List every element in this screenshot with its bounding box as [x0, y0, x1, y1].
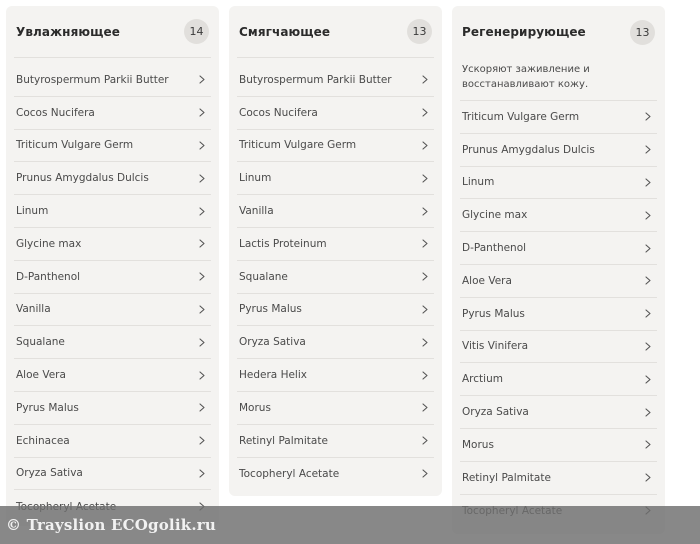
chevron-right-icon	[197, 370, 207, 380]
chevron-right-icon	[643, 374, 653, 384]
ingredient-label: Oryza Sativa	[16, 467, 83, 480]
count-badge: 14	[184, 19, 209, 44]
list-item[interactable]	[237, 425, 434, 458]
chevron-right-icon	[420, 239, 430, 249]
ingredient-label: Triticum Vulgare Germ	[16, 139, 134, 152]
chevron-right-icon	[197, 304, 207, 314]
ingredient-label: Prunus Amygdalus Dulcis	[462, 143, 595, 156]
chevron-right-icon	[643, 177, 653, 187]
list-item[interactable]	[14, 392, 211, 425]
chevron-right-icon	[643, 210, 653, 220]
list-item[interactable]	[237, 261, 434, 294]
ingredient-label: Cocos Nucifera	[239, 106, 318, 119]
chevron-right-icon	[197, 337, 207, 347]
chevron-right-icon	[643, 309, 653, 319]
chevron-right-icon	[197, 173, 207, 183]
ingredient-label: Arctium	[462, 373, 503, 386]
list-item[interactable]	[237, 458, 434, 491]
chevron-right-icon	[197, 75, 207, 85]
card-regenerating	[452, 6, 665, 534]
list-item[interactable]	[237, 195, 434, 228]
chevron-right-icon	[420, 108, 430, 118]
chevron-right-icon	[643, 276, 653, 286]
list-item[interactable]	[460, 331, 657, 364]
ingredient-label: Linum	[462, 176, 495, 189]
chevron-right-icon	[643, 243, 653, 253]
ingredient-label: Retinyl Palmitate	[462, 471, 551, 484]
chevron-right-icon	[420, 469, 430, 479]
list-item[interactable]	[14, 130, 211, 163]
ingredient-label: Prunus Amygdalus Dulcis	[16, 172, 149, 185]
list-item[interactable]	[237, 162, 434, 195]
list-item[interactable]	[14, 162, 211, 195]
ingredient-label: Linum	[239, 172, 272, 185]
chevron-right-icon	[420, 436, 430, 446]
ingredient-label: Pyrus Malus	[16, 401, 79, 414]
list-item[interactable]	[14, 458, 211, 491]
list-item[interactable]	[460, 298, 657, 331]
chevron-right-icon	[197, 468, 207, 478]
list-item[interactable]	[460, 429, 657, 462]
list-item[interactable]	[14, 195, 211, 228]
chevron-right-icon	[643, 440, 653, 450]
chevron-right-icon	[643, 407, 653, 417]
ingredient-label: Retinyl Palmitate	[239, 434, 328, 447]
ingredient-label: Butyrospermum Parkii Butter	[16, 73, 169, 86]
card-header	[460, 6, 657, 58]
list-item[interactable]	[237, 228, 434, 261]
chevron-right-icon	[643, 473, 653, 483]
list-item[interactable]	[14, 64, 211, 97]
list-item[interactable]	[14, 294, 211, 327]
ingredient-label: Pyrus Malus	[239, 303, 302, 316]
ingredient-label: Glycine max	[462, 209, 528, 222]
card-title: Регенерирующее	[462, 25, 586, 39]
list-item[interactable]	[460, 167, 657, 200]
chevron-right-icon	[197, 239, 207, 249]
list-item[interactable]	[460, 265, 657, 298]
watermark-text: © Trayslion ECOgolik.ru	[6, 516, 216, 534]
ingredient-label: Vitis Vinifera	[462, 340, 529, 353]
chevron-right-icon	[420, 304, 430, 314]
ingredient-list	[14, 64, 211, 523]
chevron-right-icon	[197, 272, 207, 282]
ingredient-label: Cocos Nucifera	[16, 106, 95, 119]
list-item[interactable]	[460, 199, 657, 232]
list-item[interactable]	[14, 326, 211, 359]
list-item[interactable]	[460, 363, 657, 396]
chevron-right-icon	[643, 341, 653, 351]
chevron-right-icon	[197, 436, 207, 446]
chevron-right-icon	[420, 173, 430, 183]
list-item[interactable]	[460, 462, 657, 495]
card-moisturizing	[6, 6, 219, 526]
ingredient-label: D-Panthenol	[16, 270, 81, 283]
list-item[interactable]	[14, 261, 211, 294]
ingredient-list	[460, 101, 657, 527]
chevron-right-icon	[197, 108, 207, 118]
list-item[interactable]	[14, 97, 211, 130]
chevron-right-icon	[420, 370, 430, 380]
card-header	[237, 6, 434, 58]
ingredient-label: Tocopheryl Acetate	[239, 467, 340, 480]
watermark-bar	[0, 506, 700, 544]
card-softening	[229, 6, 442, 496]
list-item[interactable]	[460, 101, 657, 134]
chevron-right-icon	[420, 337, 430, 347]
ingredient-label: Squalane	[239, 270, 288, 283]
ingredient-label: Vanilla	[16, 303, 51, 316]
ingredient-label: Butyrospermum Parkii Butter	[239, 73, 392, 86]
ingredient-label: Pyrus Malus	[462, 307, 525, 320]
list-item[interactable]	[237, 97, 434, 130]
list-item[interactable]	[460, 134, 657, 167]
ingredient-label: D-Panthenol	[462, 242, 527, 255]
card-title: Увлажняющее	[16, 24, 120, 39]
ingredient-label: Aloe Vera	[16, 369, 66, 382]
card-header	[14, 6, 211, 58]
chevron-right-icon	[197, 403, 207, 413]
chevron-right-icon	[420, 140, 430, 150]
list-item[interactable]	[14, 425, 211, 458]
card-description: Ускоряют заживление и восстанавливают кожу.	[460, 58, 657, 101]
ingredient-label: Triticum Vulgare Germ	[462, 110, 580, 123]
count-badge: 13	[630, 20, 655, 45]
list-item[interactable]	[460, 396, 657, 429]
ingredient-label: Morus	[239, 401, 271, 414]
list-item[interactable]	[237, 130, 434, 163]
ingredient-list	[237, 64, 434, 490]
ingredient-label: Lactis Proteinum	[239, 237, 327, 250]
list-item[interactable]	[237, 326, 434, 359]
ingredient-label: Vanilla	[239, 205, 274, 218]
chevron-right-icon	[420, 75, 430, 85]
ingredient-label: Oryza Sativa	[239, 336, 306, 349]
list-item[interactable]	[14, 359, 211, 392]
list-item[interactable]	[237, 359, 434, 392]
chevron-right-icon	[420, 272, 430, 282]
list-item[interactable]	[237, 64, 434, 97]
chevron-right-icon	[643, 112, 653, 122]
list-item[interactable]	[237, 294, 434, 327]
ingredient-label: Linum	[16, 205, 49, 218]
ingredient-label: Squalane	[16, 336, 65, 349]
ingredient-label: Oryza Sativa	[462, 406, 529, 419]
ingredient-label: Glycine max	[16, 237, 82, 250]
count-badge: 13	[407, 19, 432, 44]
chevron-right-icon	[420, 206, 430, 216]
card-title: Смягчающее	[239, 24, 331, 39]
ingredient-label: Echinacea	[16, 434, 70, 447]
ingredient-label: Triticum Vulgare Germ	[239, 139, 357, 152]
list-item[interactable]	[237, 392, 434, 425]
ingredient-label: Morus	[462, 438, 494, 451]
chevron-right-icon	[197, 140, 207, 150]
list-item[interactable]	[460, 232, 657, 265]
ingredient-label: Aloe Vera	[462, 274, 512, 287]
chevron-right-icon	[197, 206, 207, 216]
list-item[interactable]	[14, 228, 211, 261]
chevron-right-icon	[420, 403, 430, 413]
chevron-right-icon	[643, 145, 653, 155]
ingredient-label: Hedera Helix	[239, 369, 307, 382]
